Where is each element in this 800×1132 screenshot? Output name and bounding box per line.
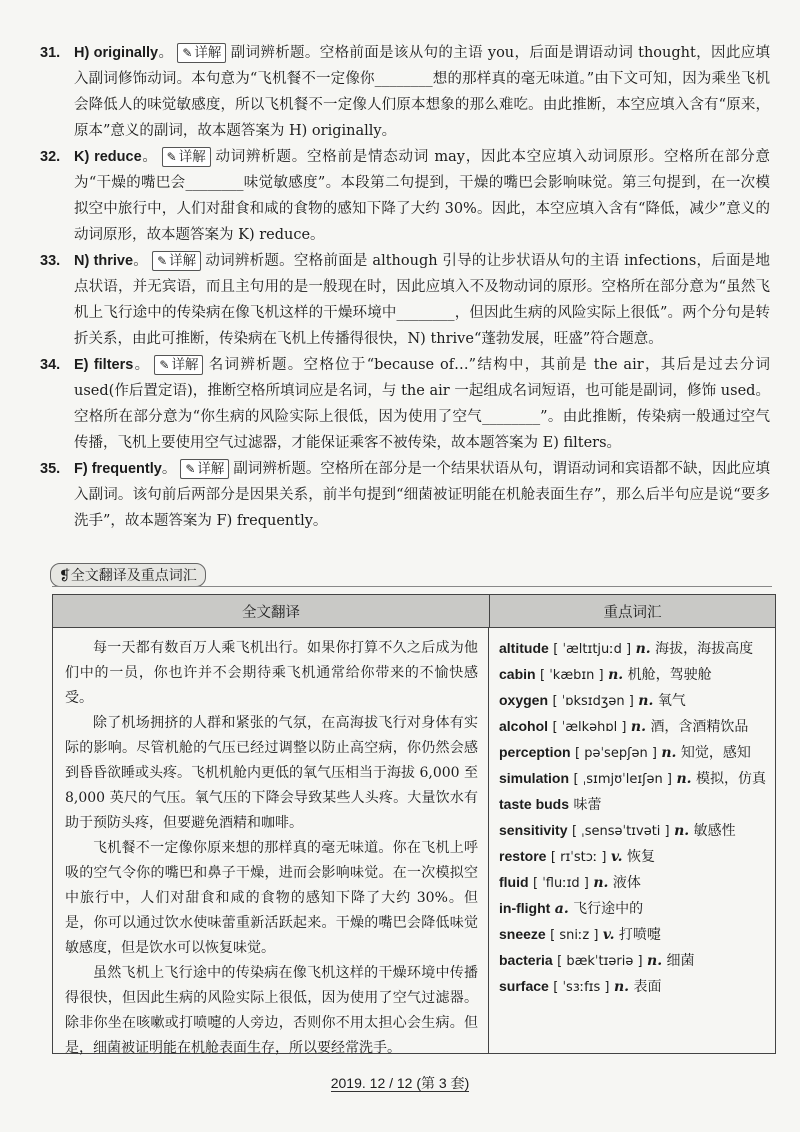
pencil-icon: ✎ (185, 462, 196, 476)
vocab-entry (499, 792, 769, 818)
question-number: 32. (40, 149, 61, 165)
header-translation: 全文翻译 (53, 595, 490, 627)
vocab-meaning: 液体 (612, 875, 641, 891)
vocab-pronunciation: [ ˈɒksɪdʒən ] (552, 694, 634, 709)
explanation-tag: ✎ 详解 (162, 147, 211, 167)
vocab-part-of-speech: a. (554, 901, 569, 917)
vocab-meaning: 味蕾 (573, 797, 602, 813)
question-number: 35. (40, 461, 61, 477)
vocab-pronunciation: [ ˈsɜːfɪs ] (553, 980, 610, 995)
vocab-entry (499, 844, 769, 870)
vocab-pronunciation: [ ˈæltɪtjuːd ] (553, 642, 632, 657)
vocab-pronunciation: [ pəˈsepʃən ] (575, 746, 657, 761)
vocab-part-of-speech: v. (602, 927, 615, 943)
question-number: 33. (40, 253, 61, 269)
explanation-text: 副词辨析题。空格前面是该从句的主语 you，后面是谓语动词 thought，因此应填入副词修饰动词。本句意为“飞机餐不一定像你________想的那样真的毫无味道。”由下文可知，因为乘坐飞机会降低人的味觉敏感度，所以飞机餐不一定像人们原本想象的那么难吃。由此推断，本空应填入含有“原来，原本”意义的副词，故本题答案为 H) originally。 (74, 45, 770, 139)
vocab-part-of-speech: n. (593, 875, 609, 891)
vocab-meaning: 氧气 (657, 693, 686, 709)
vocabulary-cell (489, 628, 775, 1054)
vocab-pronunciation: [ ˈkæbɪn ] (540, 668, 604, 683)
vocab-meaning: 酒，含酒精饮品 (650, 719, 749, 735)
vocab-pronunciation: [ ˌsɪmjʊˈleɪʃən ] (573, 772, 672, 787)
explanation-tag: ✎ 详解 (154, 355, 203, 375)
vocab-part-of-speech: n. (638, 693, 654, 709)
vocab-meaning: 表面 (633, 979, 662, 995)
answer-choice: K) reduce (74, 149, 142, 165)
explanation-tag: ✎ 详解 (180, 459, 229, 479)
vocab-meaning: 飞行途中的 (573, 901, 644, 917)
vocab-word: sensitivity (499, 822, 568, 838)
vocab-entry (499, 740, 769, 766)
vocab-entry (499, 688, 769, 714)
answer-item-33: 33. N) thrive。 ✎ 详解 动词辨析题。空格前面是 although 引导的让步状语从句的主语 infections，后面是地点状语，并无宾语，而且主句用的是一般现在时，因此应填入不及物动词的原形。空格所在部分意为“虽然飞机上飞行途中的传染病在像飞机这样的干燥环境中________，但因此生病的风险实际上很低”。两个分句是转折关系，由此可推断，传染病在飞机上传播得很快，N) thrive“蓬勃发展，旺盛”符合题意。 (40, 248, 770, 352)
vocab-part-of-speech: n. (613, 979, 630, 995)
translation-vocab-table (52, 594, 776, 1054)
vocab-entry (499, 636, 769, 662)
vocab-pronunciation: [ sniːz ] (550, 928, 599, 943)
vocab-word: sneeze (499, 926, 546, 942)
vocab-meaning: 敏感性 (693, 823, 736, 839)
answer-choice: N) thrive (74, 253, 134, 269)
vocab-part-of-speech: n. (661, 745, 677, 761)
vocab-meaning: 细菌 (666, 953, 695, 969)
vocab-meaning: 机舱，驾驶舱 (627, 667, 712, 683)
vocab-part-of-speech: n. (674, 823, 690, 839)
vocab-word: oxygen (499, 692, 549, 708)
pencil-icon: ✎ (182, 46, 193, 60)
vocab-pronunciation: [ ˈælkəhɒl ] (552, 720, 627, 735)
vocab-entry (499, 870, 769, 896)
answer-choice: H) originally (74, 45, 159, 61)
vocab-entry (499, 714, 769, 740)
vocab-word: surface (499, 978, 549, 994)
answer-item-35: 35. F) frequently。 ✎ 详解 副词辨析题。空格所在部分是一个结果状语从句，谓语动词和宾语都不缺，因此应填入副词。该句前后两部分是因果关系，前半句提到“细菌被证明能在机舱表面生存”，那么后半句应是说“要多洗手”，故本题答案为 F) frequently。 (40, 456, 770, 534)
translation-paragraph: 每一天都有数百万人乘飞机出行。如果你打算不久之后成为他们中的一员，你也许并不会期待乘飞机通常给你带来的不愉快感受。 (65, 640, 478, 706)
vocab-word: cabin (499, 666, 536, 682)
section-icon: ❡ (59, 568, 71, 584)
pencil-icon: ✎ (166, 150, 177, 164)
vocab-entry (499, 974, 769, 1000)
answer-item-31: 31. H) originally。 ✎ 详解 副词辨析题。空格前面是该从句的主语 you，后面是谓语动词 thought，因此应填入副词修饰动词。本句意为“飞机餐不一定像你________想的那样真的毫无味道。”由下文可知，因为乘坐飞机会降低人的味觉敏感度，所以飞机餐不一定像人们原本想象的那么难吃。由此推断，本空应填入含有“原来，原本”意义的副词，故本题答案为 H) originally。 (40, 40, 770, 144)
page-footer: 2019. 12 / 12 (第 3 套) (330, 1075, 470, 1091)
explanation-text: 副词辨析题。空格所在部分是一个结果状语从句，谓语动词和宾语都不缺，因此应填入副词。该句前后两部分是因果关系，前半句提到“细菌被证明能在机舱表面生存”，那么后半句应是说“要多洗手”，故本题答案为 F) frequently。 (74, 461, 771, 529)
vocab-meaning: 知觉，感知 (680, 745, 751, 761)
vocab-pronunciation: [ ˌsensəˈtɪvəti ] (571, 824, 670, 839)
explanation-text: 动词辨析题。空格前是情态动词 may，因此本空应填入动词原形。空格所在部分意为“干燥的嘴巴会________味觉敏感度”。本段第二句提到，干燥的嘴巴会影响味觉。第三句提到，在一次模拟空中旅行中，人们对甜食和咸的食物的感知下降了大约 30%。因此，本空应填入含有“降低，减少”意义的动词原形，故本题答案为 K) reduce。 (74, 149, 770, 243)
vocab-word: simulation (499, 770, 570, 786)
vocab-word: taste buds (499, 796, 570, 812)
explanation-text: 动词辨析题。空格前面是 although 引导的让步状语从句的主语 infections，后面是地点状语，并无宾语，而且主句用的是一般现在时，因此应填入不及物动词的原形。空格所在部分意为“虽然飞机上飞行途中的传染病在像飞机这样的干燥环境中________，但因此生病的风险实际上很低”。两个分句是转折关系，由此可推断，传染病在飞机上传播得很快，N) thrive“蓬勃发展，旺盛”符合题意。 (74, 253, 770, 347)
pencil-icon: ✎ (159, 358, 170, 372)
vocab-pronunciation: [ bækˈtɪəriə ] (557, 954, 643, 969)
vocab-part-of-speech: v. (610, 849, 623, 865)
vocab-entry (499, 948, 769, 974)
vocab-word: restore (499, 848, 547, 864)
vocab-word: in-flight (499, 900, 551, 916)
answer-explanations (40, 40, 770, 534)
divider (52, 586, 772, 587)
vocab-meaning: 模拟，仿真 (695, 771, 766, 787)
vocab-pronunciation: [ rɪˈstɔː ] (550, 850, 607, 865)
vocab-meaning: 打喷嚏 (618, 927, 661, 943)
translation-paragraph: 虽然飞机上飞行途中的传染病在像飞机这样的干燥环境中传播得很快，但因此生病的风险实际上很低，因为使用了空气过滤器。除非你坐在咳嗽或打喷嚏的人旁边，否则你不用太担心会生病。但是，细菌被证明能在机舱表面生存，所以要经常洗手。 (65, 965, 478, 1056)
vocab-part-of-speech: n. (608, 667, 624, 683)
vocab-word: fluid (499, 874, 529, 890)
answer-item-34: 34. E) filters。 ✎ 详解 名词辨析题。空格位于“because of…”结构中，其前是 the air，其后是过去分词 used(作后置定语)，推断空格所填词应是名词，与 the air 一起组成名词短语，也可能是副词，修饰 used。空格所在部分意为“你生病的风险实际上很低，因为使用了空气________”。由此推断，传染病一般通过空气传播，飞机上要使用空气过滤器，才能保证乘客不被传染，故本题答案为 E) filters。 (40, 352, 770, 456)
vocab-word: bacteria (499, 952, 553, 968)
explanation-tag: ✎ 详解 (152, 251, 201, 271)
vocab-word: altitude (499, 640, 549, 656)
vocab-entry (499, 922, 769, 948)
vocab-part-of-speech: n. (647, 953, 663, 969)
vocab-pronunciation: [ ˈfluːɪd ] (533, 876, 589, 891)
vocab-entry (499, 818, 769, 844)
vocab-entry (499, 766, 769, 792)
answer-choice: F) frequently (74, 461, 162, 477)
translation-cell (53, 628, 489, 1054)
translation-paragraph: 除了机场拥挤的人群和紧张的气氛，在高海拔飞行对身体有实际的影响。尽管机舱的气压已经过调整以防止高空病，你仍然会感到昏昏欲睡或头疼。飞机机舱内更低的氧气压相当于海拔 6,000 至 8,000 英尺的气压。氧气压的下降会导致某些人头疼。大量饮水有助于预防头疼，但要避免酒精和咖啡。 (65, 715, 478, 831)
vocab-meaning: 恢复 (627, 849, 655, 865)
section-title: ❡全文翻译及重点词汇 (50, 563, 206, 587)
vocab-meaning: 海拔，海拔高度 (655, 641, 754, 657)
vocab-part-of-speech: n. (635, 641, 651, 657)
vocab-entry (499, 662, 769, 688)
explanation-tag: ✎ 详解 (177, 43, 226, 63)
vocab-word: perception (499, 744, 571, 760)
table-header (53, 595, 775, 628)
vocab-part-of-speech: n. (676, 771, 692, 787)
vocab-part-of-speech: n. (630, 719, 646, 735)
translation-paragraph: 飞机餐不一定像你原来想的那样真的毫无味道。你在飞机上呼吸的空气令你的嘴巴和鼻子干燥，进而会影响味觉。在一次模拟空中旅行中，人们对甜食和咸的食物的感知下降了大约 30%。但是，你可以通过饮水使味蕾重新活跃起来。干燥的嘴巴会降低味觉敏感度，但是饮水可以恢复味觉。 (65, 840, 478, 956)
answer-choice: E) filters (74, 357, 134, 373)
vocab-entry (499, 896, 769, 922)
explanation-text: 名词辨析题。空格位于“because of…”结构中，其前是 the air，其后是过去分词 used(作后置定语)，推断空格所填词应是名词，与 the air 一起组成名词短语，也可能是副词，修饰 used。空格所在部分意为“你生病的风险实际上很低，因为使用了空气________”。由此推断，传染病一般通过空气传播，飞机上要使用空气过滤器，才能保证乘客不被传染，故本题答案为 E) filters。 (74, 357, 771, 451)
pencil-icon: ✎ (157, 254, 168, 268)
table-body (53, 628, 775, 1054)
vocab-word: alcohol (499, 718, 549, 734)
question-number: 31. (40, 45, 61, 61)
question-number: 34. (40, 357, 61, 373)
answer-item-32: 32. K) reduce。 ✎ 详解 动词辨析题。空格前是情态动词 may，因此本空应填入动词原形。空格所在部分意为“干燥的嘴巴会________味觉敏感度”。本段第二句提到，干燥的嘴巴会影响味觉。第三句提到，在一次模拟空中旅行中，人们对甜食和咸的食物的感知下降了大约 30%。因此，本空应填入含有“降低，减少”意义的动词原形，故本题答案为 K) reduce。 (40, 144, 770, 248)
header-vocabulary: 重点词汇 (603, 604, 662, 621)
